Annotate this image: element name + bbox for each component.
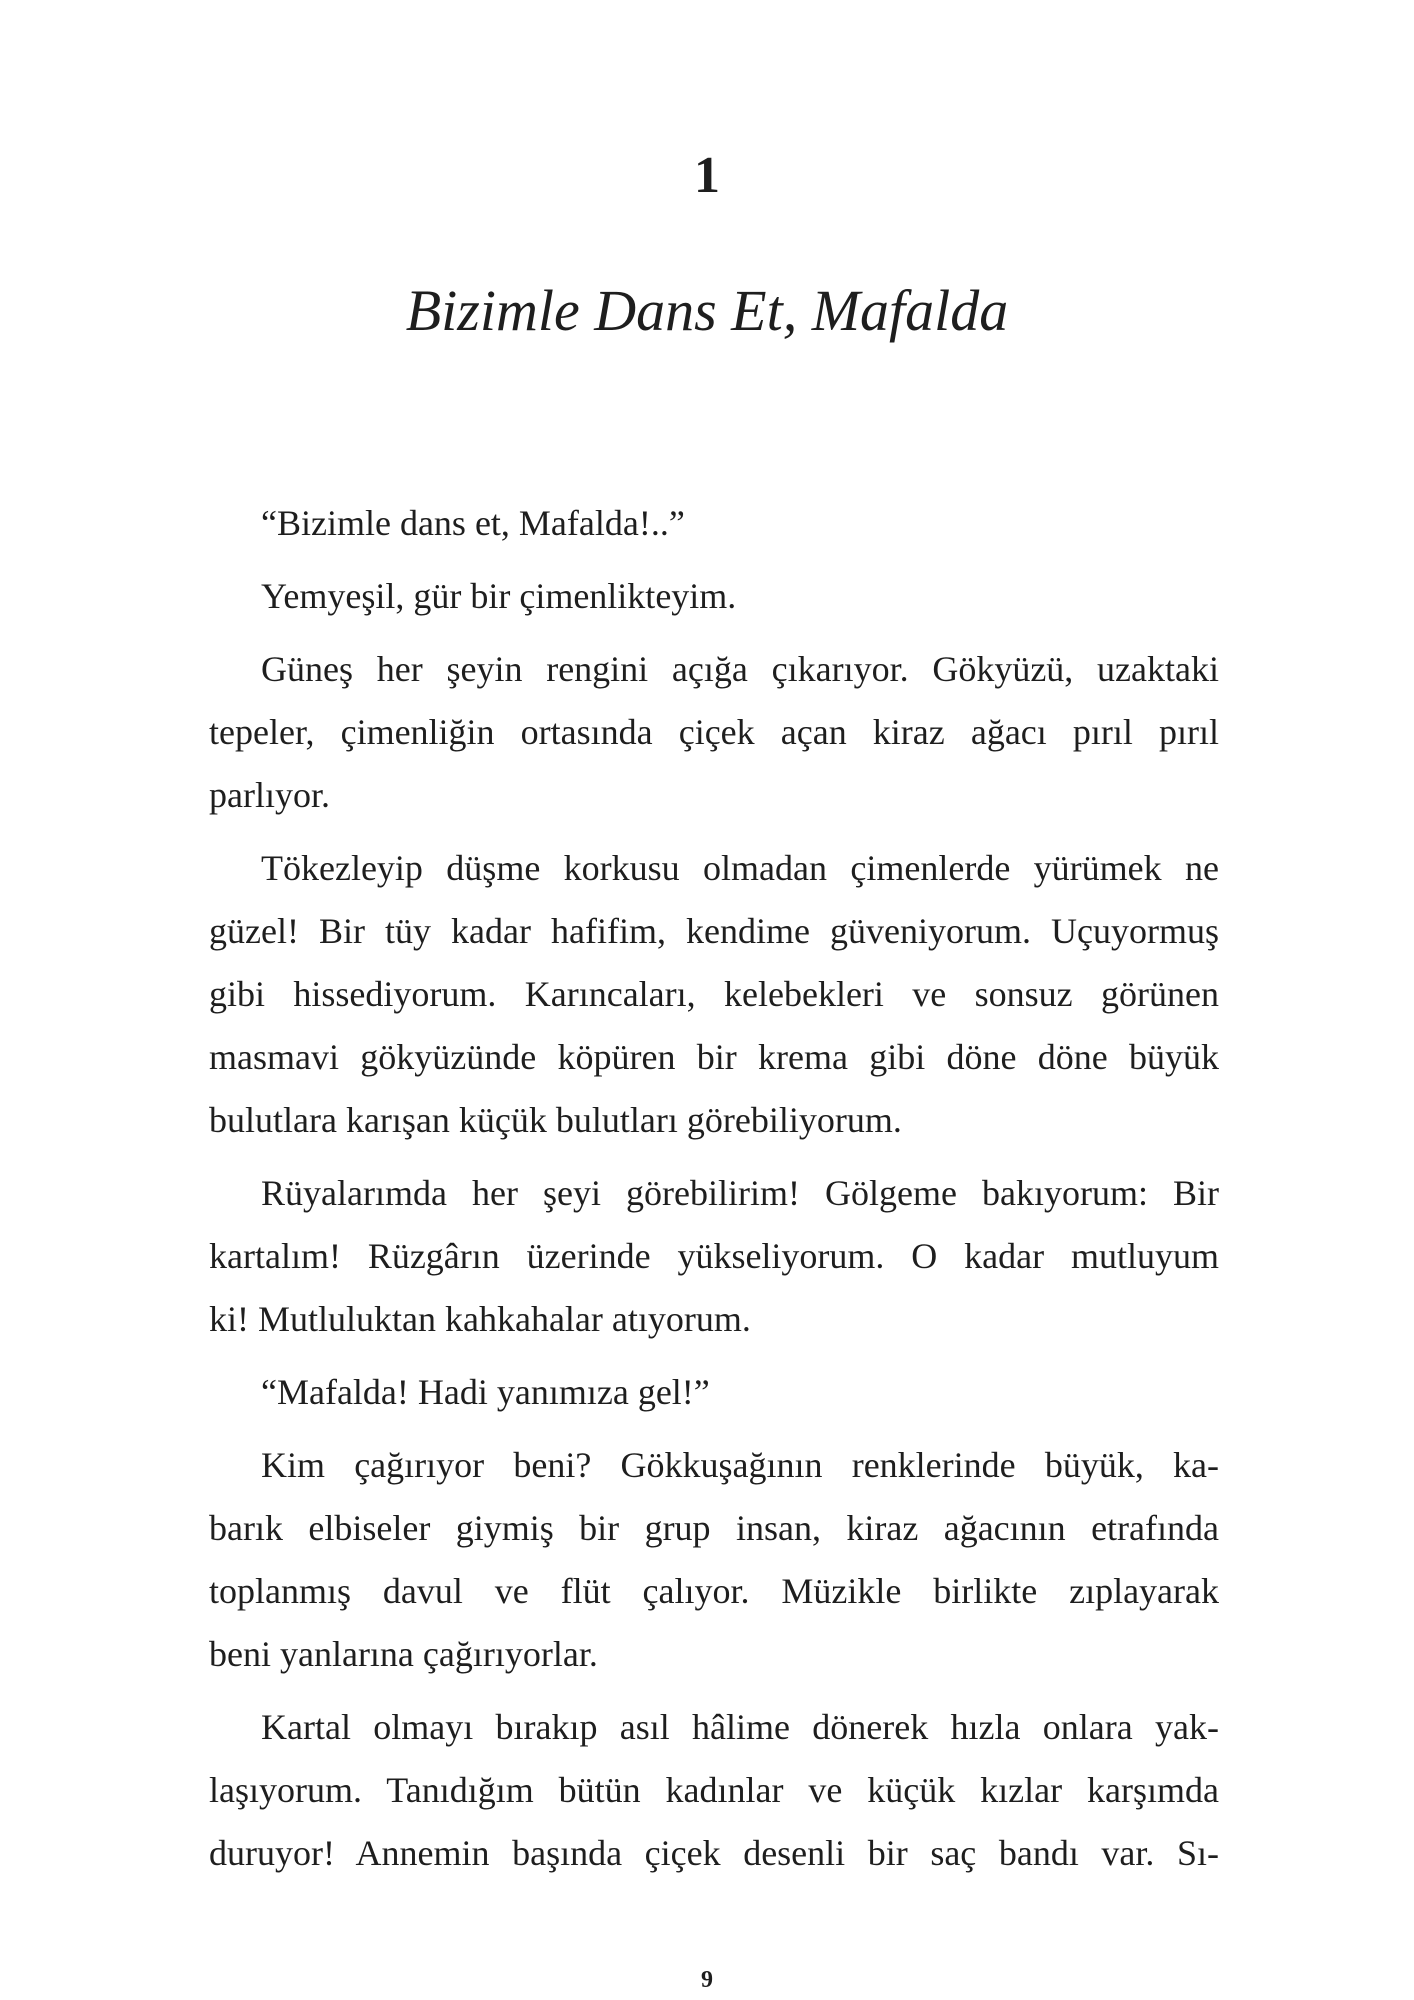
- paragraph: [209, 638, 1219, 827]
- text-line: bulutlara karışan küçük bulutları görebiliyorum.: [209, 1100, 902, 1140]
- text-line: parlıyor.: [209, 775, 330, 815]
- text-line: gibi hissediyorum. Karıncaları, kelebekleri ve sonsuz görünen: [209, 974, 1219, 1014]
- paragraph: [209, 1434, 1219, 1686]
- paragraph: [209, 565, 1219, 628]
- text-line: Kim çağırıyor beni? Gökkuşağının renklerinde büyük, ka-: [261, 1445, 1219, 1485]
- paragraph: [209, 1696, 1219, 1885]
- chapter-title: Bizimle Dans Et, Mafalda: [405, 278, 1009, 343]
- text-line: güzel! Bir tüy kadar hafifim, kendime güveniyorum. Uçuyormuş: [209, 911, 1219, 951]
- page-number: 9: [701, 1967, 713, 1993]
- text-line: Güneş her şeyin rengini açığa çıkarıyor. Gökyüzü, uzaktaki: [261, 649, 1219, 689]
- body-text: [209, 492, 1219, 1895]
- text-line: beni yanlarına çağırıyorlar.: [209, 1634, 598, 1674]
- text-line: barık elbiseler giymiş bir grup insan, kiraz ağacının etrafında: [209, 1508, 1219, 1548]
- text-line: toplanmış davul ve flüt çalıyor. Müzikle birlikte zıplayarak: [209, 1571, 1219, 1611]
- text-line: Yemyeşil, gür bir çimenlikteyim.: [261, 576, 737, 616]
- chapter-number: 1: [694, 147, 720, 204]
- paragraph: [209, 837, 1219, 1152]
- text-line: Rüyalarımda her şeyi görebilirim! Gölgeme bakıyorum: Bir: [261, 1173, 1219, 1213]
- text-line: laşıyorum. Tanıdığım bütün kadınlar ve küçük kızlar karşımda: [209, 1770, 1219, 1810]
- text-line: duruyor! Annemin başında çiçek desenli bir saç bandı var. Sı-: [209, 1833, 1219, 1873]
- paragraph: [209, 1162, 1219, 1351]
- text-line: “Bizimle dans et, Mafalda!..”: [261, 503, 685, 543]
- text-line: masmavi gökyüzünde köpüren bir krema gibi döne döne büyük: [209, 1037, 1219, 1077]
- paragraph: [209, 492, 1219, 555]
- text-line: tepeler, çimenliğin ortasında çiçek açan kiraz ağacı pırıl pırıl: [209, 712, 1219, 752]
- text-line: Tökezleyip düşme korkusu olmadan çimenlerde yürümek ne: [261, 848, 1219, 888]
- text-line: Kartal olmayı bırakıp asıl hâlime dönerek hızla onlara yak-: [261, 1707, 1219, 1747]
- text-line: kartalım! Rüzgârın üzerinde yükseliyorum. O kadar mutluyum: [209, 1236, 1219, 1276]
- paragraph: [209, 1361, 1219, 1424]
- text-line: “Mafalda! Hadi yanımıza gel!”: [261, 1372, 710, 1412]
- text-line: ki! Mutluluktan kahkahalar atıyorum.: [209, 1299, 751, 1339]
